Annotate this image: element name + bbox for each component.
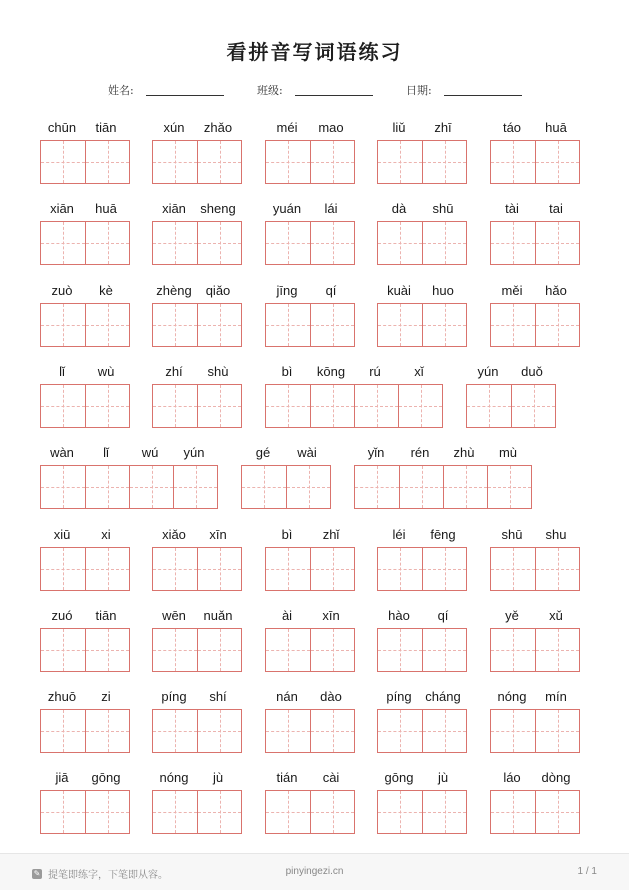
pinyin-syllable: xǐ [414, 364, 424, 379]
pinyin-syllable: píng [386, 689, 412, 704]
writing-grid [152, 628, 242, 672]
writing-grid [40, 790, 130, 834]
pinyin-syllable: nán [276, 689, 298, 704]
writing-cell[interactable] [422, 548, 466, 590]
writing-cell[interactable] [153, 710, 197, 752]
writing-grid [377, 790, 467, 834]
writing-cell[interactable] [487, 466, 531, 508]
pinyin-syllable: wù [97, 364, 115, 379]
pinyin-syllable: zhǎo [203, 120, 233, 135]
writing-grid [40, 303, 130, 347]
pinyin-syllable: tián [276, 770, 298, 785]
writing-cell[interactable] [266, 791, 310, 833]
writing-cell[interactable] [266, 304, 310, 346]
pinyin-syllable: nóng [159, 770, 189, 785]
pinyin-syllable: dào [320, 689, 342, 704]
pinyin-syllable: gé [255, 445, 271, 460]
writing-grid [377, 140, 467, 184]
pinyin-syllable: mín [545, 689, 567, 704]
pinyin-syllable: zhù [453, 445, 475, 460]
page-number: 1 / 1 [577, 866, 597, 877]
exercise-row [0, 445, 629, 525]
writing-grid [241, 465, 331, 509]
writing-cell[interactable] [197, 791, 241, 833]
writing-grid [152, 547, 242, 591]
exercise-row [0, 527, 629, 607]
writing-cell[interactable] [378, 222, 422, 264]
pinyin-syllable: shí [209, 689, 227, 704]
writing-cell[interactable] [310, 222, 354, 264]
writing-grid [490, 790, 580, 834]
pinyin-syllable: wài [297, 445, 317, 460]
writing-cell[interactable] [535, 222, 579, 264]
pinyin-syllable: huo [432, 283, 454, 298]
writing-cell[interactable] [378, 710, 422, 752]
pinyin-syllable: yǐn [367, 445, 385, 460]
date-field [406, 82, 432, 98]
writing-grid [265, 628, 355, 672]
pinyin-syllable: hǎo [545, 283, 567, 298]
pinyin-syllable: jīng [276, 283, 298, 298]
pinyin-syllable: zhèng [156, 283, 192, 298]
writing-cell[interactable] [378, 629, 422, 671]
pinyin-syllable: yún [183, 445, 205, 460]
writing-cell[interactable] [197, 710, 241, 752]
writing-cell[interactable] [491, 304, 535, 346]
pinyin-syllable: tài [505, 201, 519, 216]
pinyin-syllable: cài [322, 770, 340, 785]
pinyin-syllable: liǔ [392, 120, 406, 135]
writing-cell[interactable] [85, 222, 129, 264]
writing-cell[interactable] [153, 791, 197, 833]
writing-cell[interactable] [197, 548, 241, 590]
pinyin-syllable: gōng [384, 770, 414, 785]
writing-cell[interactable] [310, 141, 354, 183]
writing-cell[interactable] [511, 385, 555, 427]
writing-cell[interactable] [491, 222, 535, 264]
exercise-row [0, 770, 629, 850]
pinyin-syllable: xi [101, 527, 111, 542]
writing-grid [152, 790, 242, 834]
writing-cell[interactable] [85, 629, 129, 671]
writing-cell[interactable] [286, 466, 330, 508]
writing-cell[interactable] [491, 791, 535, 833]
writing-grid [40, 547, 130, 591]
name-underline[interactable] [146, 95, 224, 96]
writing-grid [152, 384, 242, 428]
writing-cell[interactable] [173, 466, 217, 508]
writing-cell[interactable] [443, 466, 487, 508]
class-label: 班级: [257, 84, 283, 97]
page-footer [0, 853, 629, 890]
writing-cell[interactable] [378, 548, 422, 590]
writing-cell[interactable] [378, 791, 422, 833]
writing-cell[interactable] [535, 548, 579, 590]
writing-cell[interactable] [535, 304, 579, 346]
name-field [108, 82, 134, 98]
writing-grid [152, 303, 242, 347]
writing-cell[interactable] [266, 222, 310, 264]
writing-cell[interactable] [153, 548, 197, 590]
pinyin-syllable: tai [549, 201, 563, 216]
writing-cell[interactable] [41, 304, 85, 346]
pinyin-syllable: qí [437, 608, 449, 623]
pinyin-syllable: kè [99, 283, 113, 298]
pinyin-syllable: zhí [165, 364, 183, 379]
writing-cell[interactable] [535, 791, 579, 833]
pinyin-syllable: gōng [91, 770, 121, 785]
writing-cell[interactable] [41, 548, 85, 590]
pinyin-syllable: xǔ [549, 608, 563, 623]
writing-cell[interactable] [310, 304, 354, 346]
pinyin-syllable: zhī [434, 120, 452, 135]
pinyin-syllable: xīn [322, 608, 340, 623]
pinyin-syllable: bì [281, 364, 293, 379]
writing-grid [40, 628, 130, 672]
pinyin-syllable: xiān [162, 201, 186, 216]
writing-grid [265, 384, 443, 428]
writing-cell[interactable] [153, 222, 197, 264]
exercise-row [0, 689, 629, 769]
writing-cell[interactable] [197, 629, 241, 671]
pinyin-syllable: xiǎo [162, 527, 186, 542]
writing-cell[interactable] [85, 466, 129, 508]
pinyin-syllable: wēn [162, 608, 186, 623]
pinyin-syllable: táo [502, 120, 522, 135]
writing-cell[interactable] [422, 304, 466, 346]
writing-cell[interactable] [85, 710, 129, 752]
writing-cell[interactable] [535, 629, 579, 671]
pinyin-syllable: shū [501, 527, 523, 542]
writing-grid [40, 140, 130, 184]
writing-cell[interactable] [266, 141, 310, 183]
pinyin-syllable: lái [324, 201, 338, 216]
writing-cell[interactable] [491, 710, 535, 752]
writing-cell[interactable] [398, 385, 442, 427]
writing-cell[interactable] [153, 304, 197, 346]
pinyin-syllable: zhǐ [322, 527, 340, 542]
writing-cell[interactable] [422, 791, 466, 833]
writing-cell[interactable] [197, 304, 241, 346]
writing-grid [40, 709, 130, 753]
writing-grid [265, 547, 355, 591]
pinyin-syllable: láo [503, 770, 521, 785]
writing-cell[interactable] [491, 141, 535, 183]
writing-grid [490, 628, 580, 672]
writing-grid [265, 790, 355, 834]
writing-cell[interactable] [310, 629, 354, 671]
footer-slogan: 提笔即练字，下笔即从容。 [48, 870, 168, 881]
writing-grid [40, 465, 218, 509]
writing-cell[interactable] [129, 466, 173, 508]
writing-cell[interactable] [41, 141, 85, 183]
writing-grid [377, 221, 467, 265]
writing-grid [152, 221, 242, 265]
writing-grid [490, 221, 580, 265]
pinyin-syllable: jiā [55, 770, 69, 785]
pinyin-syllable: shu [545, 527, 567, 542]
exercise-row [0, 201, 629, 281]
writing-grid [490, 303, 580, 347]
writing-cell[interactable] [535, 710, 579, 752]
pinyin-syllable: dà [391, 201, 407, 216]
pinyin-syllable: kōng [316, 364, 346, 379]
exercise-row [0, 364, 629, 444]
name-label: 姓名: [108, 84, 134, 97]
writing-cell[interactable] [491, 629, 535, 671]
writing-grid [152, 709, 242, 753]
writing-cell[interactable] [153, 629, 197, 671]
pinyin-syllable: dòng [541, 770, 571, 785]
pinyin-syllable: méi [276, 120, 298, 135]
writing-cell[interactable] [467, 385, 511, 427]
writing-cell[interactable] [422, 222, 466, 264]
writing-cell[interactable] [41, 629, 85, 671]
writing-grid [377, 303, 467, 347]
writing-cell[interactable] [85, 385, 129, 427]
pinyin-syllable: shù [207, 364, 229, 379]
writing-cell[interactable] [197, 385, 241, 427]
pinyin-syllable: xiān [50, 201, 74, 216]
pinyin-syllable: rú [369, 364, 381, 379]
pinyin-syllable: huā [545, 120, 567, 135]
writing-cell[interactable] [310, 710, 354, 752]
pinyin-syllable: wú [141, 445, 159, 460]
writing-cell[interactable] [399, 466, 443, 508]
pinyin-syllable: lǐ [59, 364, 65, 379]
writing-grid [152, 140, 242, 184]
writing-cell[interactable] [41, 222, 85, 264]
pinyin-syllable: qí [325, 283, 337, 298]
pinyin-syllable: zuò [51, 283, 73, 298]
footer-site: pinyingezi.cn [285, 866, 344, 877]
pinyin-syllable: hào [388, 608, 410, 623]
writing-grid [490, 547, 580, 591]
writing-cell[interactable] [535, 141, 579, 183]
writing-cell[interactable] [310, 791, 354, 833]
writing-grid [265, 303, 355, 347]
pinyin-syllable: yě [505, 608, 519, 623]
writing-cell[interactable] [354, 385, 398, 427]
pinyin-syllable: jù [437, 770, 449, 785]
class-field [257, 82, 283, 98]
writing-grid [265, 709, 355, 753]
pinyin-syllable: xīn [209, 527, 227, 542]
pinyin-syllable: qiǎo [205, 283, 231, 298]
writing-cell[interactable] [242, 466, 286, 508]
writing-cell[interactable] [41, 791, 85, 833]
writing-grid [490, 140, 580, 184]
writing-grid [40, 221, 130, 265]
writing-cell[interactable] [266, 385, 310, 427]
pinyin-syllable: rén [410, 445, 430, 460]
writing-cell[interactable] [378, 304, 422, 346]
writing-cell[interactable] [41, 710, 85, 752]
pinyin-syllable: nóng [497, 689, 527, 704]
exercise-row [0, 283, 629, 363]
writing-cell[interactable] [153, 385, 197, 427]
pinyin-syllable: zhuō [47, 689, 77, 704]
pinyin-syllable: shū [432, 201, 454, 216]
writing-cell[interactable] [310, 548, 354, 590]
writing-cell[interactable] [310, 385, 354, 427]
pinyin-syllable: cháng [425, 689, 461, 704]
writing-cell[interactable] [266, 710, 310, 752]
writing-cell[interactable] [85, 791, 129, 833]
pinyin-syllable: tiān [95, 120, 117, 135]
pinyin-syllable: chūn [47, 120, 77, 135]
pinyin-syllable: léi [392, 527, 406, 542]
writing-grid [377, 547, 467, 591]
pinyin-syllable: nuǎn [203, 608, 233, 623]
writing-grid [377, 628, 467, 672]
pinyin-syllable: sheng [200, 201, 236, 216]
writing-grid [40, 384, 130, 428]
pinyin-syllable: ài [281, 608, 293, 623]
pinyin-syllable: lǐ [103, 445, 109, 460]
date-underline[interactable] [444, 95, 522, 96]
writing-cell[interactable] [41, 466, 85, 508]
writing-grid [265, 140, 355, 184]
writing-cell[interactable] [422, 710, 466, 752]
pinyin-syllable: xiū [53, 527, 71, 542]
pinyin-syllable: zuó [51, 608, 73, 623]
pinyin-syllable: bì [281, 527, 293, 542]
pinyin-syllable: duǒ [521, 364, 543, 379]
writing-cell[interactable] [41, 385, 85, 427]
writing-grid [377, 709, 467, 753]
writing-grid [354, 465, 532, 509]
writing-cell[interactable] [85, 548, 129, 590]
page-title: 看拼音写词语练习 [226, 40, 403, 64]
pinyin-syllable: yún [477, 364, 499, 379]
class-underline[interactable] [295, 95, 373, 96]
writing-cell[interactable] [266, 629, 310, 671]
pinyin-syllable: tiān [95, 608, 117, 623]
exercise-row [0, 120, 629, 200]
writing-cell[interactable] [85, 141, 129, 183]
writing-cell[interactable] [153, 141, 197, 183]
writing-grid [466, 384, 556, 428]
date-label: 日期: [406, 84, 432, 97]
writing-grid [265, 221, 355, 265]
writing-cell[interactable] [266, 548, 310, 590]
writing-cell[interactable] [197, 222, 241, 264]
writing-cell[interactable] [197, 141, 241, 183]
pinyin-syllable: huā [95, 201, 117, 216]
pinyin-syllable: fēng [430, 527, 456, 542]
writing-cell[interactable] [422, 629, 466, 671]
writing-grid [490, 709, 580, 753]
pinyin-syllable: mao [318, 120, 344, 135]
writing-cell[interactable] [422, 141, 466, 183]
writing-cell[interactable] [491, 548, 535, 590]
pinyin-syllable: měi [501, 283, 523, 298]
writing-cell[interactable] [85, 304, 129, 346]
pinyin-syllable: xún [163, 120, 185, 135]
exercise-row [0, 608, 629, 688]
pinyin-syllable: mù [498, 445, 518, 460]
writing-cell[interactable] [378, 141, 422, 183]
writing-cell[interactable] [355, 466, 399, 508]
pinyin-syllable: yuán [272, 201, 302, 216]
pinyin-syllable: píng [161, 689, 187, 704]
pinyin-syllable: zi [101, 689, 111, 704]
pen-icon: ✎ [33, 868, 41, 878]
pinyin-syllable: kuài [387, 283, 411, 298]
pinyin-syllable: jù [212, 770, 224, 785]
pinyin-syllable: wàn [50, 445, 74, 460]
